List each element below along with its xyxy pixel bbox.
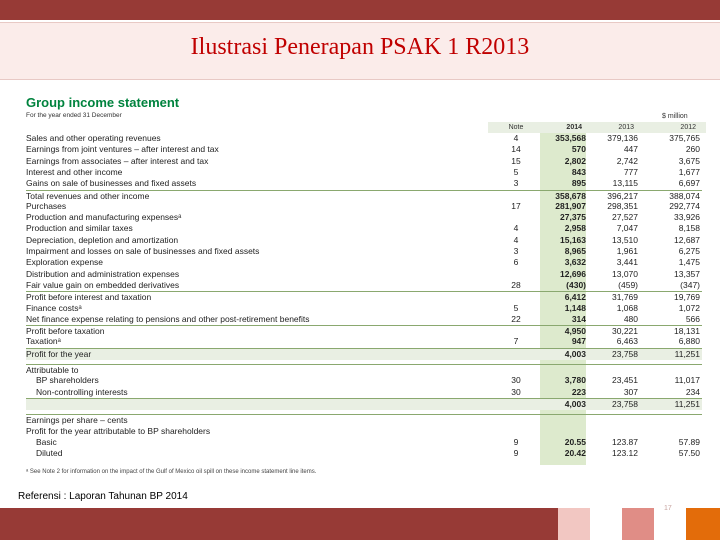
header-2012: 2012	[680, 124, 696, 131]
row-note: 17	[511, 200, 521, 211]
row-value-2012: 1,072	[678, 302, 700, 313]
row-value-2012: 57.89	[678, 436, 700, 447]
statement-row	[26, 437, 702, 448]
reference-text: Referensi : Laporan Tahunan BP 2014	[18, 491, 188, 502]
accent-square-2	[590, 508, 622, 540]
statement-row	[26, 291, 702, 303]
statement-row	[26, 235, 702, 246]
row-value-2012: 57.50	[678, 448, 700, 459]
row-value-2014: 12,696	[560, 268, 586, 279]
row-value-2013: 13,070	[612, 268, 638, 279]
row-value-2013: 379,136	[607, 133, 638, 143]
row-label: Non-controlling interests	[36, 386, 128, 397]
header-2013: 2013	[618, 124, 634, 131]
row-label: Fair value gain on embedded derivatives	[26, 279, 180, 290]
row-value-2012: 234	[685, 386, 700, 397]
row-label: Total revenues and other income	[26, 190, 150, 201]
accent-square-3	[622, 508, 654, 540]
statement-row	[26, 336, 702, 347]
row-value-2014: 223	[571, 386, 586, 397]
row-label: Profit before interest and taxation	[26, 292, 152, 303]
row-value-2014: 1,148	[564, 302, 586, 313]
statement-row	[26, 144, 702, 155]
row-note: 5	[513, 166, 519, 177]
row-note: 30	[511, 386, 521, 397]
row-value-2013: 2,742	[616, 155, 638, 166]
row-value-2012: 375,765	[669, 133, 700, 143]
statement-row	[26, 246, 702, 257]
row-value-2012: 388,074	[669, 190, 700, 201]
accent-square-1	[558, 508, 590, 540]
statement-row	[26, 398, 702, 410]
row-value-2013: 13,510	[612, 234, 638, 245]
statement-row	[26, 325, 702, 337]
row-value-2012: 260	[685, 144, 700, 155]
statement-unit: $ million	[662, 113, 688, 120]
row-label: Profit for the year attributable to BP shareholders	[26, 425, 211, 436]
statement-row	[26, 223, 702, 234]
row-value-2012: (347)	[680, 279, 700, 290]
statement-row	[26, 269, 702, 280]
statement-row	[26, 201, 702, 212]
row-value-2012: 8,158	[678, 223, 700, 234]
row-note: 15	[511, 155, 521, 166]
row-note: 3	[513, 246, 519, 256]
row-value-2013: 396,217	[607, 190, 638, 201]
statement-row	[26, 133, 702, 144]
row-value-2013: 447	[623, 144, 638, 155]
row-note: 4	[513, 133, 519, 143]
row-value-2013: 23,758	[612, 348, 638, 359]
row-note: 7	[513, 336, 519, 347]
row-value-2014: 27,375	[560, 212, 586, 223]
row-label: Sales and other operating revenues	[26, 133, 161, 143]
row-label: Exploration expense	[26, 257, 104, 268]
row-value-2012: 6,697	[678, 178, 700, 189]
row-value-2013: 777	[623, 166, 638, 177]
statement-row	[26, 303, 702, 314]
row-value-2012: 18,131	[674, 326, 700, 337]
row-label: Production and similar taxes	[26, 223, 133, 234]
row-value-2013: 23,451	[612, 375, 638, 386]
row-value-2014: 3,780	[564, 375, 586, 386]
statement-row	[26, 280, 702, 291]
statement-row	[26, 387, 702, 398]
row-value-2013: 1,961	[616, 246, 638, 256]
statement-row	[26, 257, 702, 268]
row-value-2012: 33,926	[674, 212, 700, 223]
row-label: Earnings from joint ventures – after interest and tax	[26, 144, 219, 155]
row-value-2014: 6,412	[564, 292, 586, 303]
row-value-2013: 123.87	[612, 436, 638, 447]
row-value-2014: 4,950	[564, 326, 586, 337]
row-label: Profit for the year	[26, 348, 92, 359]
row-label: Finance costsᵃ	[26, 302, 82, 313]
row-label: Diluted	[36, 448, 63, 459]
row-value-2014: 4,003	[564, 348, 586, 359]
header-note: Note	[508, 124, 524, 131]
statement-row	[26, 212, 702, 223]
top-bar	[0, 0, 720, 20]
row-value-2014: (430)	[566, 279, 586, 290]
row-label: Distribution and administration expenses	[26, 268, 180, 279]
row-note: 28	[511, 279, 521, 290]
row-value-2013: 480	[623, 313, 638, 324]
row-value-2012: 292,774	[669, 200, 700, 211]
accent-square-5	[686, 508, 720, 540]
row-value-2012: 11,017	[674, 375, 700, 386]
statement-period: For the year ended 31 December	[26, 112, 122, 119]
row-label: Purchases	[26, 200, 67, 211]
row-label: Gains on sale of businesses and fixed assets	[26, 178, 197, 189]
row-value-2014: 4,003	[564, 398, 586, 409]
row-value-2013: 27,527	[612, 212, 638, 223]
row-value-2012: 6,880	[678, 336, 700, 347]
row-value-2014: 20.42	[564, 448, 586, 459]
row-value-2012: 13,357	[674, 268, 700, 279]
row-value-2014: 2,802	[564, 155, 586, 166]
row-value-2012: 566	[685, 313, 700, 324]
row-value-2012: 1,677	[678, 166, 700, 177]
row-label: Interest and other income	[26, 166, 123, 177]
row-label: Production and manufacturing expensesᵃ	[26, 212, 182, 223]
row-note: 22	[511, 313, 521, 324]
row-value-2013: 31,769	[612, 292, 638, 303]
statement-row	[26, 156, 702, 167]
row-value-2014: 843	[571, 166, 586, 177]
row-label: Depreciation, depletion and amortization	[26, 234, 179, 245]
row-value-2014: 20.55	[564, 436, 586, 447]
row-label: Taxationᵃ	[26, 336, 61, 347]
row-value-2014: 353,568	[555, 133, 586, 143]
row-value-2013: (459)	[618, 279, 638, 290]
row-value-2013: 298,351	[607, 200, 638, 211]
row-value-2014: 570	[571, 144, 586, 155]
row-note: 3	[513, 178, 519, 189]
row-value-2012: 19,769	[674, 292, 700, 303]
statement-row	[26, 426, 702, 437]
statement-row	[26, 375, 702, 386]
row-value-2013: 13,115	[612, 178, 638, 189]
row-value-2013: 23,758	[612, 398, 638, 409]
statement-footnote: ᵃ See Note 2 for information on the impact of the Gulf of Mexico oil spill on these income statement line items.	[26, 469, 317, 475]
row-label: Net finance expense relating to pensions and other post-retirement benefits	[26, 313, 310, 324]
row-note: 4	[513, 234, 519, 245]
row-value-2014: 281,907	[555, 200, 586, 211]
row-value-2013: 1,068	[616, 302, 638, 313]
page-number: 17	[664, 505, 672, 512]
row-value-2012: 11,251	[674, 348, 700, 359]
row-label: Attributable to	[26, 365, 79, 375]
row-note: 4	[513, 223, 519, 234]
statement-row	[26, 190, 702, 202]
row-note: 5	[513, 302, 519, 313]
row-value-2013: 30,221	[612, 326, 638, 337]
row-value-2013: 123.12	[612, 448, 638, 459]
statement-row	[26, 448, 702, 459]
row-value-2013: 307	[623, 386, 638, 397]
row-label: Earnings from associates – after interest and tax	[26, 155, 209, 166]
row-value-2012: 3,675	[678, 155, 700, 166]
row-value-2013: 6,463	[616, 336, 638, 347]
row-value-2014: 2,958	[564, 223, 586, 234]
row-value-2014: 895	[571, 178, 586, 189]
row-note: 6	[513, 257, 519, 268]
row-label: Impairment and losses on sale of businesses and fixed assets	[26, 246, 260, 256]
statement-row	[26, 178, 702, 189]
statement-row	[26, 167, 702, 178]
statement-row	[26, 414, 702, 426]
row-note: 9	[513, 448, 519, 459]
row-value-2012: 6,275	[678, 246, 700, 256]
row-note: 30	[511, 375, 521, 386]
slide-title: Ilustrasi Penerapan PSAK 1 R2013	[190, 34, 530, 60]
row-label: Profit before taxation	[26, 326, 105, 337]
row-value-2014: 15,163	[560, 234, 586, 245]
row-note: 14	[511, 144, 521, 155]
row-value-2014: 8,965	[564, 246, 586, 256]
row-value-2013: 7,047	[616, 223, 638, 234]
statement-row	[26, 348, 702, 360]
row-label: Basic	[36, 436, 57, 447]
row-value-2012: 12,687	[674, 234, 700, 245]
statement-title: Group income statement	[26, 95, 180, 110]
statement-row	[26, 314, 702, 325]
row-value-2014: 314	[571, 313, 586, 324]
row-value-2012: 11,251	[674, 398, 700, 409]
accent-square-4	[654, 508, 686, 540]
row-value-2013: 3,441	[616, 257, 638, 268]
row-value-2014: 3,632	[564, 257, 586, 268]
row-label: BP shareholders	[36, 375, 99, 386]
income-statement-image	[22, 95, 706, 490]
row-value-2012: 1,475	[678, 257, 700, 268]
row-value-2014: 358,678	[555, 190, 586, 201]
header-2014: 2014	[566, 124, 582, 131]
statement-row	[26, 364, 702, 376]
row-value-2014: 947	[571, 336, 586, 347]
row-note: 9	[513, 436, 519, 447]
row-label: Earnings per share – cents	[26, 415, 128, 426]
